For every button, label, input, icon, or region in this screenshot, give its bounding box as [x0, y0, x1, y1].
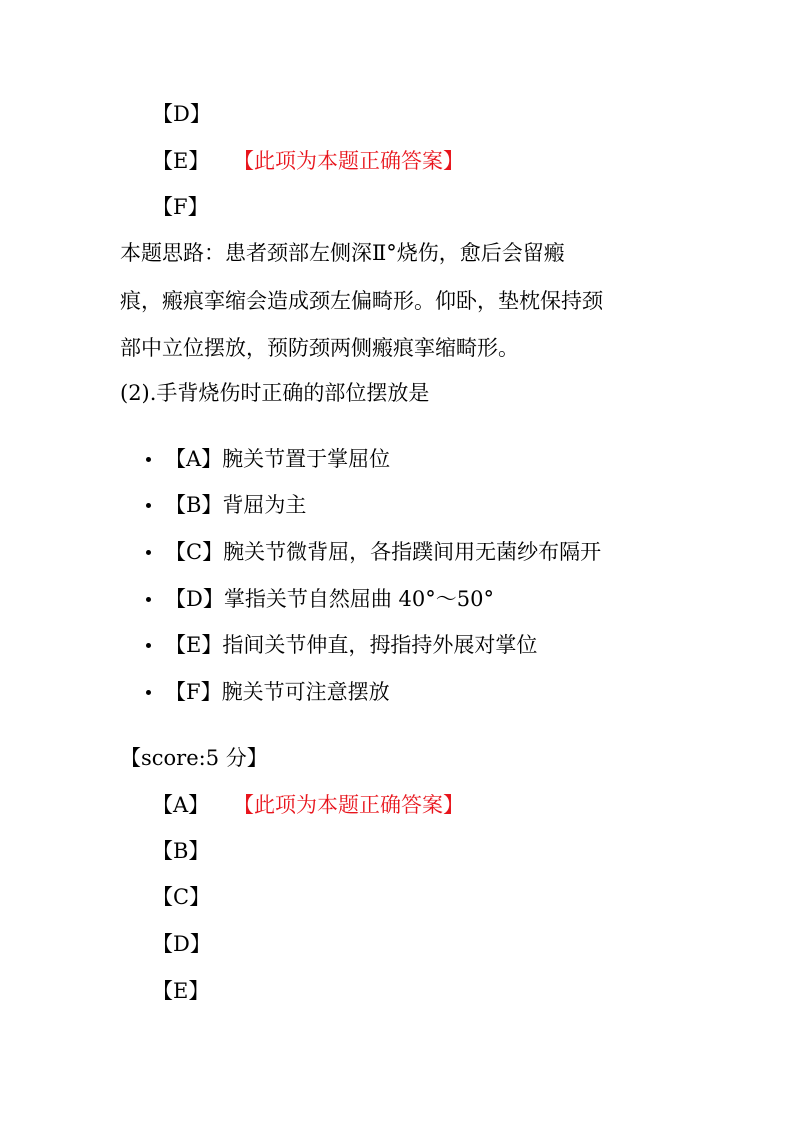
bullet-icon: [146, 503, 151, 508]
q2-option-a: [152, 790, 552, 820]
option-label: 【B】: [152, 839, 210, 863]
correct-answer-mark: 【此项为本题正确答案】: [233, 149, 464, 173]
choice-text: 【A】腕关节置于掌屈位: [165, 447, 391, 471]
score-label: 【score:5 分】: [120, 746, 268, 770]
choice-item: [146, 444, 390, 474]
option-label: 【F】: [152, 195, 209, 219]
explanation-line-1: 本题思路：患者颈部左侧深Ⅱ°烧伤，愈后会留瘢: [120, 241, 565, 265]
choice-item: [146, 584, 494, 614]
choice-item: [146, 490, 306, 520]
bullet-icon: [146, 643, 151, 648]
q1-option-d: [152, 99, 211, 129]
q2-option-e: [152, 976, 209, 1006]
question-stem: (2).手背烧伤时正确的部位摆放是: [120, 381, 430, 405]
explanation-line-2: 痕，瘢痕挛缩会造成颈左偏畸形。仰卧，垫枕保持颈: [120, 289, 603, 313]
choice-item: [146, 677, 390, 707]
choice-text: 【C】腕关节微背屈，各指蹼间用无菌纱布隔开: [165, 540, 602, 564]
bullet-icon: [146, 457, 151, 462]
bullet-icon: [146, 597, 151, 602]
q2-option-d: [152, 929, 211, 959]
bullet-icon: [146, 690, 151, 695]
choice-text: 【F】腕关节可注意摆放: [165, 680, 390, 704]
option-label: 【A】: [152, 793, 210, 817]
bullet-icon: [146, 550, 151, 555]
explanation-line-3: 部中立位摆放，预防颈两侧瘢痕挛缩畸形。: [120, 336, 519, 360]
q2-option-b: [152, 836, 209, 866]
option-label: 【E】: [152, 979, 210, 1003]
correct-answer-mark: 【此项为本题正确答案】: [233, 793, 464, 817]
q1-option-e: [152, 146, 552, 176]
option-label: 【D】: [152, 102, 211, 126]
option-label: 【E】: [152, 149, 210, 173]
q2-option-c: [152, 882, 210, 912]
choice-text: 【B】背屈为主: [165, 493, 307, 517]
choice-text: 【E】指间关节伸直，拇指持外展对掌位: [165, 633, 538, 657]
option-label: 【C】: [152, 885, 211, 909]
choice-item: [146, 537, 601, 567]
option-label: 【D】: [152, 932, 211, 956]
q1-option-f: [152, 192, 209, 222]
choice-text: 【D】掌指关节自然屈曲 40°～50°: [165, 587, 494, 611]
choice-item: [146, 630, 537, 660]
